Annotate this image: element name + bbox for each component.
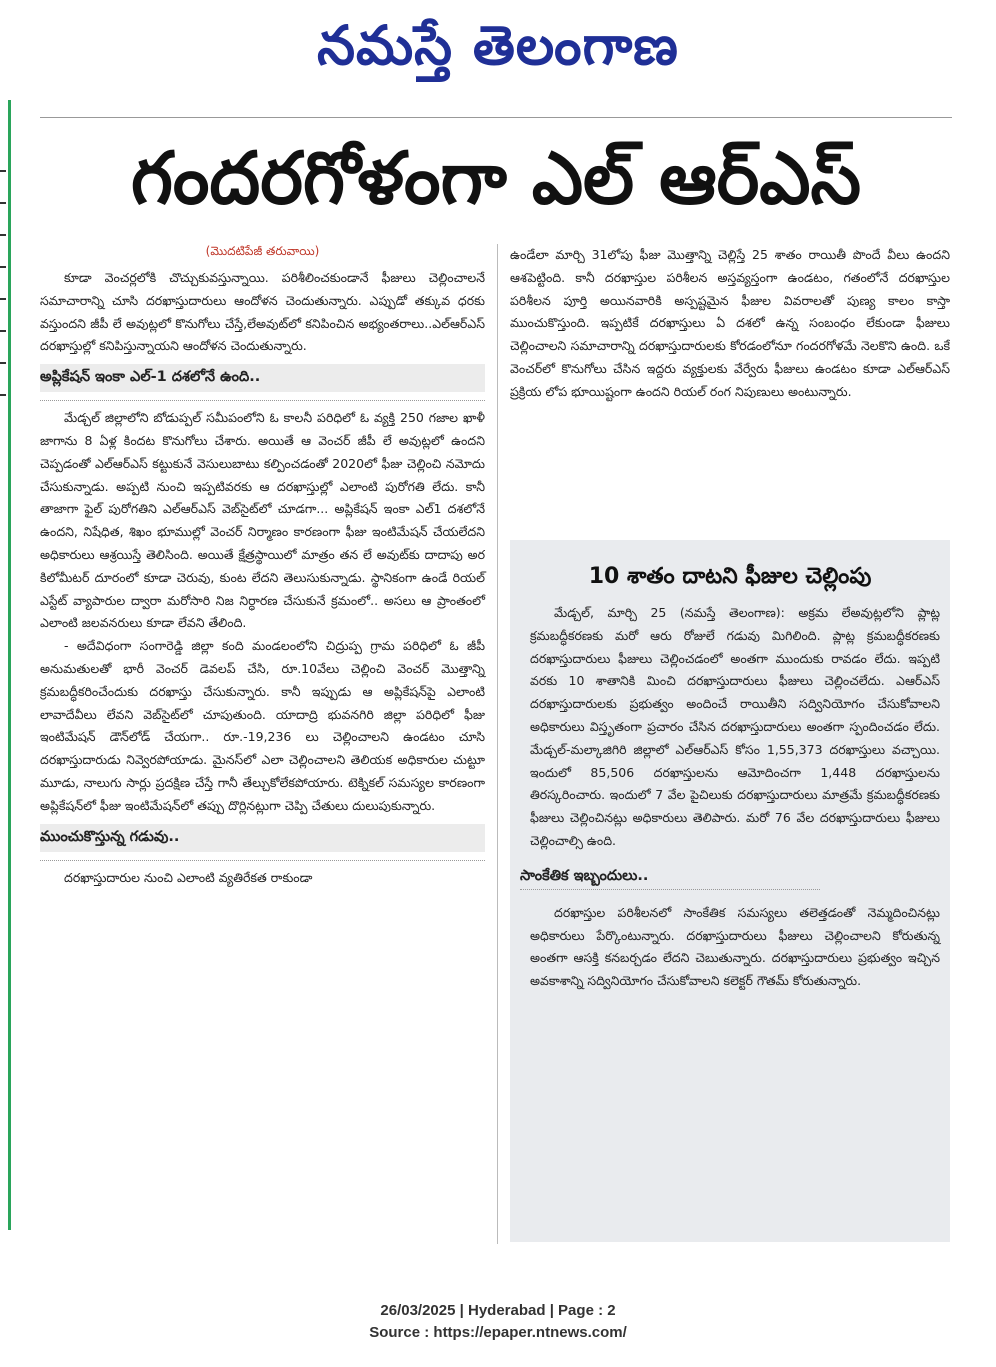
box-title: 10 శాతం దాటని ఫీజుల చెల్లింపు [588,564,872,589]
footer-date-line: 26/03/2025 | Hyderabad | Page : 2 [380,1302,616,1319]
box-body [520,602,940,993]
box-para-1: మేడ్చల్, మార్చి 25 (నమస్తే తెలంగాణ): అక్రమ లేఅవుట్లలోని ప్లాట్ల క్రమబద్ధీకరణకు మరో ఆరు రోజులే గడువు మిగిలింది. ప్లాట్ల క్రమబద్ధీకరణకు దరఖాస్తుదారులు ఫీజులు చెల్లించడంలో అంతగా ముందుకు రావడం లేదు. ఇప్పటి వరకు 10 శాతానికి మించి దరఖాస్తుదారులు ఫీజులు చెల్లించలేదు. ఎఆర్ఎస్ దరఖాస్తుదారులకు ప్రభుత్వం అందించే రాయితీని సద్వినియోగం చేసుకోవాలని అధికారులు విస్తృతంగా ప్రచారం చేసిన దరఖాస్తుదారులు అంతగా స్పందించడం లేదు. మేడ్చల్-మల్కాజిగిరి జిల్లాలో ఎల్ఆర్ఎస్ కోసం 1,55,373 దరఖాస్తులు వచ్చాయి. ఇందులో 85,506 దరఖాస్తులను ఆమోదించగా 1,448 దరఖాస్తులను తిరస్కరించారు. ఇందులో 7 వేల పైచిలుకు దరఖాస్తుదారులు మాత్రమే క్రమబద్ధీకరణకు ఫీజులు చెల్లించినట్లు అధికారులు తెలిపారు. మరో 76 వేల దరఖాస్తుదారులు ఫీజులు చెల్లించాల్సి ఉంది. [530,605,940,848]
left-para-1: కూడా వెంచర్లలోకి చొచ్చుకువస్తున్నాయి. పరిశీలించకుండానే ఫీజులు చెల్లించాలనే సమాచారాన్ని చూసి దరఖాస్తుదారులు ఆందోళన చెందుతున్నారు. ఎప్పుడో తక్కువ ధరకు వస్తుందని జీపీ లే అవుట్లలో కొనుగోలు చేస్తే,లేఅవుట్‌లో కనిపించిన అభ్యంతరాలు..ఎల్ఆర్ఎస్ దరఖాస్తుల్లో కనిపిస్తున్నాయని ఆందోళన చెందుతున్నారు. [40,270,485,354]
box-subhead: సాంకేతిక ఇబ్బందులు.. [520,863,820,890]
column-divider [497,244,498,1244]
subhead-wrap-1 [40,364,485,401]
footer [0,1300,996,1344]
footer-source-line: Source : https://epaper.ntnews.com/ [369,1324,627,1341]
box-para-2: దరఖాస్తుల పరిశీలనలో సాంకేతిక సమస్యలు తలెత్తడంతో నెమ్మదించినట్లు అధికారులు పేర్కొంటున్నారు. దరఖాస్తుదారులు ఫీజులు చెల్లించాలని కోరుతున్న అంతగా ఆసక్తి కనబర్చడం లేదని చెబుతున్నారు. దరఖాస్తుదారులు ప్రభుత్వం ఇచ్చిన అవకాశాన్ని సద్వినియోగం చేసుకోవాలని కలెక్టర్ గౌతమ్ కోరుతున్నారు. [530,904,940,989]
left-column [40,244,485,1254]
subhead-deadline: ముంచుకొస్తున్న గడువు.. [40,824,485,852]
subhead-wrap-2 [40,824,485,861]
top-cut-line [40,100,952,118]
continued-label: (మొదటిపేజీ తరువాయి) [205,244,320,258]
headline: గందరగోళంగా ఎల్ ఆర్ఎస్ [130,136,862,220]
left-para-4: దరఖాస్తుదారుల నుంచి ఎలాంటి వ్యతిరేకత రాకుండా [64,869,313,885]
left-rule [8,100,11,1230]
left-marks [0,170,8,570]
subhead-application-stage: అప్లికేషన్ ఇంకా ఎల్-1 దశలోనే ఉంది.. [40,364,485,392]
left-para-3: - అదేవిధంగా సంగారెడ్డి జిల్లా కంది మండలంలోని చిద్రుప్ప గ్రామ పరిధిలో ఓ జీపీ అనుమతులతో భారీ వెంచర్ డెవలప్ చేసి, రూ.10వేలు చెల్లించి వెంచర్ మొత్తాన్ని క్రమబద్ధీకరించేందుకు దరఖాస్తు చేసుకున్నారు. కానీ ఇప్పుడు ఆ అప్లికేషన్‌పై ఎలాంటి లావాదేవీలు లేవని వెబ్‌సైట్‌లో చూపుతుంది. యాదాద్రి భువనగిరి జిల్లా పరిధిలో ఫీజు ఇంటిమేషన్ డౌన్‌లోడ్ చేయగా.. రూ.-19,236 లు చెల్లించాలని ఉండటం చూసి దరఖాస్తుదారుడు నివ్వెరపోయాడు. మైనస్‌లో ఎలా చెల్లించాలని తెలియక అధికారుల చుట్టూ మూడు, నాలుగు సార్లు ప్రదక్షిణ చేస్తే గానీ తేల్చుకోలేకపోయారు. టెక్నికల్ సమస్యల కారణంగా అప్లికేషన్‌లో ఫీజు ఇంటిమేషన్‌లో తప్పు దొర్లినట్లుగా చెప్పి చేతులు దులుపుకున్నారు. [40,638,485,813]
right-para-1: ఉండేలా మార్చి 31లోపు ఫీజు మొత్తాన్ని చెల్లిస్తే 25 శాతం రాయితీ పొందే వీలు ఉందని ఆశపెట్టింది. కానీ దరఖాస్తుల పరిశీలన అస్తవ్యస్తంగా ఉండటం, గతంలోనే దరఖాస్తుల పరిశీలన పూర్తి అయినవారికి అస్పష్టమైన ఫీజుల వివరాలతో పుణ్య కాలం కాస్తా ముంచుకొస్తుంది. ఇప్పటికే దరఖాస్తులు ఏ దశలో ఉన్న సంబంధం లేకుండా ఫీజులు చెల్లించాలని సమాచారాన్ని దరఖాస్తుదారులకు కోరడంలోనూ గందరగోళమే నెలకొని ఉంది. ఒకే వెంచర్‌లో కొనుగోలు చేసిన ఇద్దరు వ్యక్తులకు వేర్వేరు ఫీజులు ఉండటం కూడా ఎల్ఆర్ఎస్ ప్రక్రియ లోప భూయిష్టంగా ఉందని రియల్ రంగ నిపుణులు అంటున్నారు. [510,247,950,399]
masthead: నమస్తే తెలంగాణ [317,14,679,77]
left-para-2: మేడ్చల్ జిల్లాలోని బోడుప్పల్ సమీపంలోని ఓ కాలనీ పరిధిలో ఓ వ్యక్తి 250 గజాల ఖాళీ జాగాను 8 ఏళ్ల కిందట కొనుగోలు చేశారు. అయితే ఆ వెంచర్ జీపీ లే అవుట్లలో ఉందని చెప్పడంతో ఎల్ఆర్ఎస్ కట్టుకునే వెసులుబాటు కల్పించడంతో 2020లో ఫీజు చెల్లించి నమోదు చేసుకున్నాడు. అప్పటి నుంచి ఇప్పటివరకు ఆ దరఖాస్తుల్లో ఎలాంటి పురోగతి లేదు. కానీ తాజాగా ఫైల్ పురోగతిని ఎల్ఆర్ఎస్ వెబ్‌సైట్‌లో చూడగా... అప్లికేషన్ ఇంకా ఎల్1 దశలోనే ఉందని, నిషేధిత, శిఖం భూముల్లో వెంచర్ నిర్మాణం కారణంగా ఫీజు ఇంటిమేషన్ చేయలేదని అధికారులు ఆశ్రయిస్తే తెలిసింది. అయితే క్షేత్రస్థాయిలో మాత్రం తన లే అవుట్‌కు దాదాపు అర కిలోమీటర్ దూరంలో కూడా చెరువు, కుంట లేదని తెలుసుకున్నాడు. స్థానికంగా ఉండే రియల్ ఎస్టేట్ వ్యాపారుల ద్వారా మరోసారి నిజ నిర్ధారణ చేసుకునే క్రమంలో.. అసలు ఆ ప్రాంతంలో ఎలాంటి జలవనరులు కూడా లేవని తేలింది. [40,410,485,631]
